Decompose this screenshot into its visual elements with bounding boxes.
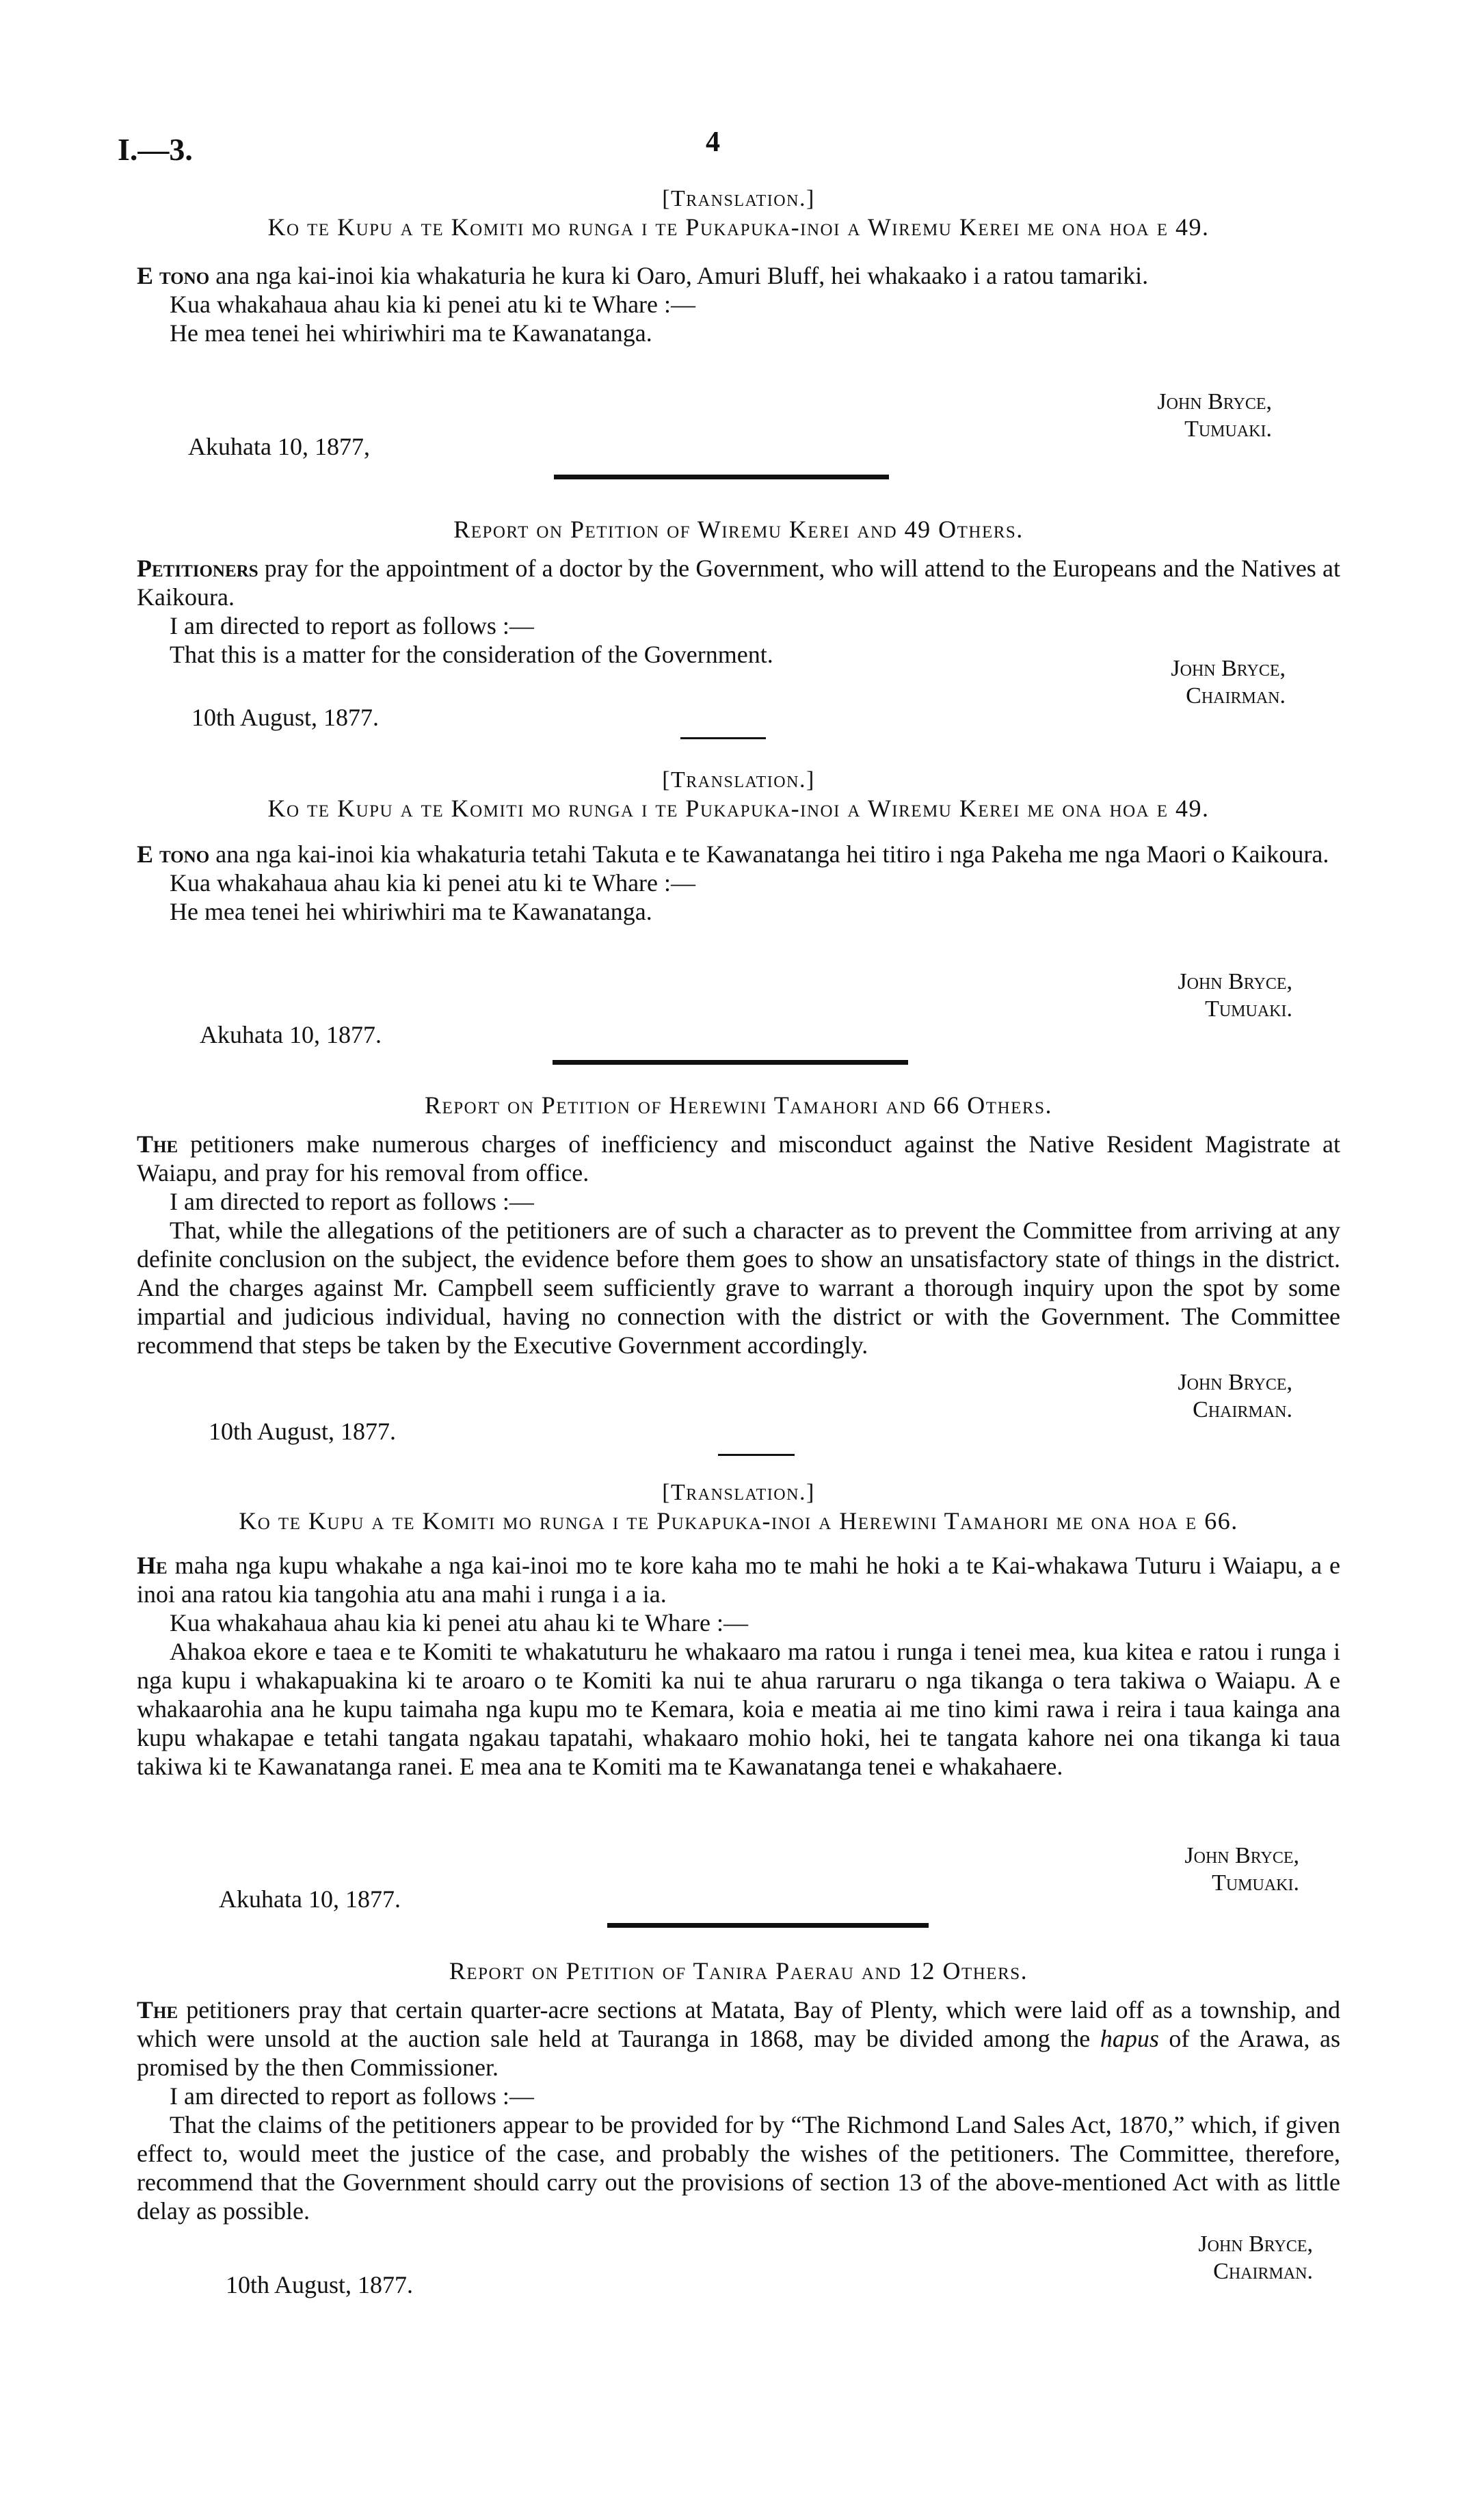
paragraph: I am directed to report as follows :— <box>170 612 534 639</box>
paragraph: That this is a matter for the consideration of the Government. <box>170 641 773 668</box>
document-reference: I.—3. <box>118 132 193 167</box>
section-title: Report on Petition of Tanira Paerau and 12 Others. <box>449 1957 1028 1985</box>
date: Akuhata 10, 1877. <box>219 1885 401 1913</box>
section-report-2 <box>137 1090 1340 1360</box>
section-title: Ko te Kupu a te Komiti mo runga i te Pukapuka-inoi a Wiremu Kerei me ona hoa e 49. <box>267 213 1210 241</box>
translation-label: [Translation.] <box>662 186 815 211</box>
signature: John Bryce, Chairman. <box>1171 656 1286 708</box>
section-divider <box>553 1060 908 1065</box>
section-title: Ko te Kupu a te Komiti mo runga i te Pukapuka-inoi a Wiremu Kerei me ona hoa e 49. <box>267 795 1210 822</box>
paragraph: Kua whakahaua ahau kia ki penei atu ahau ki te Whare :— <box>170 1609 748 1636</box>
signature: John Bryce, Tumuaki. <box>1178 969 1292 1022</box>
signature: John Bryce, Tumuaki. <box>1184 1843 1299 1896</box>
section-title: Report on Petition of Wiremu Kerei and 49 Others. <box>453 516 1024 543</box>
paragraph: I am directed to report as follows :— <box>170 2082 534 2110</box>
section-divider <box>680 737 766 739</box>
paragraph: That the claims of the petitioners appear to be provided for by “The Richmond Land Sales Act, 1870,” which, if given effect to, would meet the justice of the case, and probably the wishes of the petitioners. The Committee, therefore, recommend that the Government should carry out the provisions of section 13 of the above-mentioned Act with as little delay as possible. <box>137 2111 1340 2225</box>
paragraph: That, while the allegations of the petitioners are of such a character as to prevent the Committee from arriving at any definite conclusion on the subject, the evidence before them goes to show an unsatisfactory state of things in the district. And the charges against Mr. Campbell seem sufficiently grave to warrant a thorough inquiry upon the spot by some impartial and judicious individual, having no connection with the district or with the Government. The Committee recommend that steps be taken by the Executive Government accordingly. <box>137 1217 1340 1359</box>
section-divider <box>718 1454 795 1456</box>
paragraph: He maha nga kupu whakahe a nga kai-inoi mo te kore kaha mo te mahi he hoki a te Kai-whakawa Tuturu i Waiapu, a e inoi ana ratou kia tangohia atu ana mahi i runga i a ia. <box>137 1552 1340 1608</box>
date: 10th August, 1877. <box>226 2271 414 2298</box>
date: 10th August, 1877. <box>209 1418 397 1445</box>
date: Akuhata 10, 1877, <box>188 433 370 460</box>
paragraph: Kua whakahaua ahau kia ki penei atu ki te Whare :— <box>170 291 696 318</box>
signature: John Bryce, Chairman. <box>1178 1370 1292 1422</box>
translation-label: [Translation.] <box>662 767 815 793</box>
paragraph: The petitioners make numerous charges of inefficiency and misconduct against the Native Resident Magistrate at Waiapu, and pray for his removal from office. <box>137 1130 1340 1186</box>
paragraph: E tono ana nga kai-inoi kia whakaturia tetahi Takuta e te Kawanatanga hei titiro i nga Pakeha me nga Maori o Kaikoura. <box>137 840 1329 868</box>
paragraph: He mea tenei hei whiriwhiri ma te Kawanatanga. <box>170 319 652 347</box>
paragraph: Kua whakahaua ahau kia ki penei atu ki te Whare :— <box>170 869 696 897</box>
section-title: Ko te Kupu a te Komiti mo runga i te Pukapuka-inoi a Herewini Tamahori me ona hoa e 66. <box>239 1507 1238 1535</box>
date: 10th August, 1877. <box>191 704 380 731</box>
date: Akuhata 10, 1877. <box>200 1021 382 1048</box>
paragraph: Petitioners pray for the appointment of a doctor by the Government, who will attend to the Europeans and the Natives at Kaikoura. <box>137 555 1340 611</box>
page-number: 4 <box>706 127 720 158</box>
paragraph: The petitioners pray that certain quarter-acre sections at Matata, Bay of Plenty, which were laid off as a township, and which were unsold at the auction sale held at Tauranga in 1868, may be divided among the hapus of the Arawa, as promised by the then Commissioner. <box>137 1996 1340 2081</box>
section-translation-2 <box>137 767 1340 926</box>
section-title: Report on Petition of Herewini Tamahori and 66 Others. <box>425 1091 1052 1119</box>
section-translation-1 <box>137 186 1340 347</box>
paragraph: E tono ana nga kai-inoi kia whakaturia he kura ki Oaro, Amuri Bluff, hei whakaako i a ratou tamariki. <box>137 262 1149 289</box>
paragraph: I am directed to report as follows :— <box>170 1188 534 1215</box>
section-report-3 <box>137 1956 1340 2225</box>
signature: John Bryce, Tumuaki. <box>1157 389 1272 442</box>
section-report-1 <box>137 514 1340 669</box>
paragraph: Ahakoa ekore e taea e te Komiti te whakatuturu he whakaaro ma ratou i runga i tenei mea, kua kitea e ratou i runga i nga kupu i whakapuakina ki te aroaro o te Komiti ka nui te ahua raruraru o nga tikanga o tera takiwa o Waiapu. A e whakaarohia ana he kupu taimaha nga kupu mo te Kemara, koia e meatia ai me tino kimi rawa i reira i taua kainga ana kupu whakapae e tetahi tangata ngakau tapatahi, whakaaro mohio hoki, hei te tangata kahore nei ona tikanga ki taua takiwa ki te Kawanatanga ranei. E mea ana te Komiti ma te Kawanatanga tenei e whakahaere. <box>137 1638 1340 1780</box>
section-divider <box>554 475 889 479</box>
section-translation-3 <box>137 1480 1340 1781</box>
section-divider <box>607 1923 929 1928</box>
paragraph: He mea tenei hei whiriwhiri ma te Kawanatanga. <box>170 898 652 925</box>
signature: John Bryce, Chairman. <box>1198 2231 1313 2284</box>
translation-label: [Translation.] <box>662 1480 815 1505</box>
